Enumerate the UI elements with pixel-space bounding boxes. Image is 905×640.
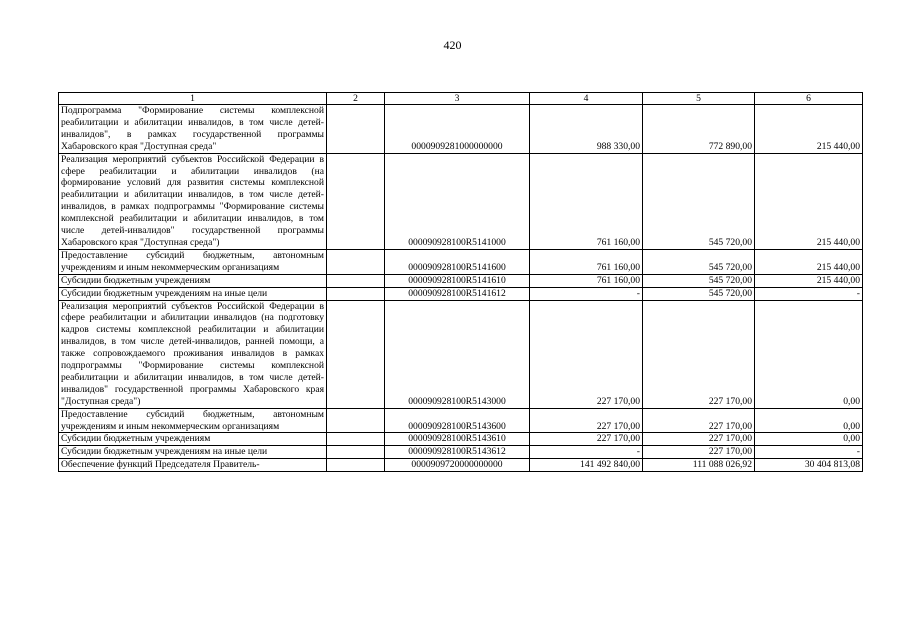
row-col2 — [327, 459, 385, 472]
row-col2 — [327, 153, 385, 249]
row-value-6: 30 404 813,08 — [755, 459, 863, 472]
header-cell: 1 — [59, 93, 327, 105]
row-value-4: 227 170,00 — [530, 433, 643, 446]
row-value-6: 0,00 — [755, 300, 863, 408]
header-cell: 5 — [643, 93, 755, 105]
table-row — [59, 408, 863, 433]
row-col2 — [327, 408, 385, 433]
row-code: 000090928100R5143000 — [385, 300, 530, 408]
row-description: Субсидии бюджетным учреждениям — [59, 274, 327, 287]
table-row — [59, 249, 863, 274]
table-row — [59, 446, 863, 459]
row-value-5: 111 088 026,92 — [643, 459, 755, 472]
row-col2 — [327, 433, 385, 446]
row-code: 000090928100R5141610 — [385, 274, 530, 287]
row-description: Подпрограмма "Формирование системы комплексной реабилитации и абилитации инвалидов, в том числе детей-инвалидов", в рамках государственной программы Хабаровского края "Доступная среда" — [59, 105, 327, 154]
row-col2 — [327, 300, 385, 408]
row-description: Субсидии бюджетным учреждениям на иные цели — [59, 287, 327, 300]
row-value-4: 761 160,00 — [530, 153, 643, 249]
row-value-5: 772 890,00 — [643, 105, 755, 154]
row-code: 000090928100R5141600 — [385, 249, 530, 274]
header-cell: 6 — [755, 93, 863, 105]
row-description: Субсидии бюджетным учреждениям — [59, 433, 327, 446]
row-code: 000090928100R5141000 — [385, 153, 530, 249]
table-row — [59, 153, 863, 249]
row-code: 0000909720000000000 — [385, 459, 530, 472]
row-description: Реализация мероприятий субъектов Российской Федерации в сфере реабилитации и абилитации инвалидов (на подготовку кадров системы комплексной реабилитации и абилитации инвалидов, в том числе детей-инвалидов, ранней помощи, а также сопровождаемого проживания инвалидов в рамках подпрограммы "Формирование системы комплексной реабилитации и абилитации инвалидов, в том числе детей-инвалидов" государственной программы Хабаровского края "Доступная среда") — [59, 300, 327, 408]
row-value-6: 0,00 — [755, 408, 863, 433]
row-value-5: 545 720,00 — [643, 287, 755, 300]
row-description: Субсидии бюджетным учреждениям на иные цели — [59, 446, 327, 459]
row-code: 000090928100R5143600 — [385, 408, 530, 433]
row-value-5: 545 720,00 — [643, 274, 755, 287]
table-row — [59, 300, 863, 408]
row-value-6: - — [755, 446, 863, 459]
row-value-4: - — [530, 446, 643, 459]
row-value-5: 227 170,00 — [643, 408, 755, 433]
table-row — [59, 433, 863, 446]
row-value-4: 141 492 840,00 — [530, 459, 643, 472]
row-col2 — [327, 105, 385, 154]
row-value-5: 227 170,00 — [643, 300, 755, 408]
row-value-4: - — [530, 287, 643, 300]
row-code: 000090928100R5143612 — [385, 446, 530, 459]
table-header-row — [59, 93, 863, 105]
row-value-5: 545 720,00 — [643, 249, 755, 274]
header-cell: 2 — [327, 93, 385, 105]
row-value-4: 227 170,00 — [530, 300, 643, 408]
row-value-4: 761 160,00 — [530, 249, 643, 274]
table-row — [59, 274, 863, 287]
row-value-6: 0,00 — [755, 433, 863, 446]
row-description: Предоставление субсидий бюджетным, автономным учреждениям и иным некоммерческим организациям — [59, 408, 327, 433]
row-value-4: 227 170,00 — [530, 408, 643, 433]
row-value-5: 227 170,00 — [643, 446, 755, 459]
table-row — [59, 105, 863, 154]
row-value-6: 215 440,00 — [755, 153, 863, 249]
header-cell: 3 — [385, 93, 530, 105]
row-code: 0000909281000000000 — [385, 105, 530, 154]
row-code: 000090928100R5141612 — [385, 287, 530, 300]
row-value-6: - — [755, 287, 863, 300]
row-code: 000090928100R5143610 — [385, 433, 530, 446]
row-value-5: 227 170,00 — [643, 433, 755, 446]
header-cell: 4 — [530, 93, 643, 105]
row-col2 — [327, 446, 385, 459]
row-value-5: 545 720,00 — [643, 153, 755, 249]
table-row — [59, 459, 863, 472]
page-number: 420 — [443, 38, 462, 52]
row-description: Реализация мероприятий субъектов Российской Федерации в сфере реабилитации и абилитации инвалидов (на формирование условий для развития системы комплексной реабилитации и абилитации инвалидов, в том числе детей-инвалидов, в рамках подпрограммы "Формирование системы комплексной реабилитации и абилитации инвалидов, в том числе детей-инвалидов" государственной программы Хабаровского края "Доступная среда") — [59, 153, 327, 249]
row-value-4: 761 160,00 — [530, 274, 643, 287]
row-col2 — [327, 249, 385, 274]
row-description: Предоставление субсидий бюджетным, автономным учреждениям и иным некоммерческим организациям — [59, 249, 327, 274]
table-row — [59, 287, 863, 300]
row-description: Обеспечение функций Председателя Правитель- — [59, 459, 327, 472]
row-col2 — [327, 274, 385, 287]
budget-table — [58, 92, 863, 472]
row-value-6: 215 440,00 — [755, 249, 863, 274]
row-col2 — [327, 287, 385, 300]
row-value-6: 215 440,00 — [755, 274, 863, 287]
row-value-6: 215 440,00 — [755, 105, 863, 154]
row-value-4: 988 330,00 — [530, 105, 643, 154]
